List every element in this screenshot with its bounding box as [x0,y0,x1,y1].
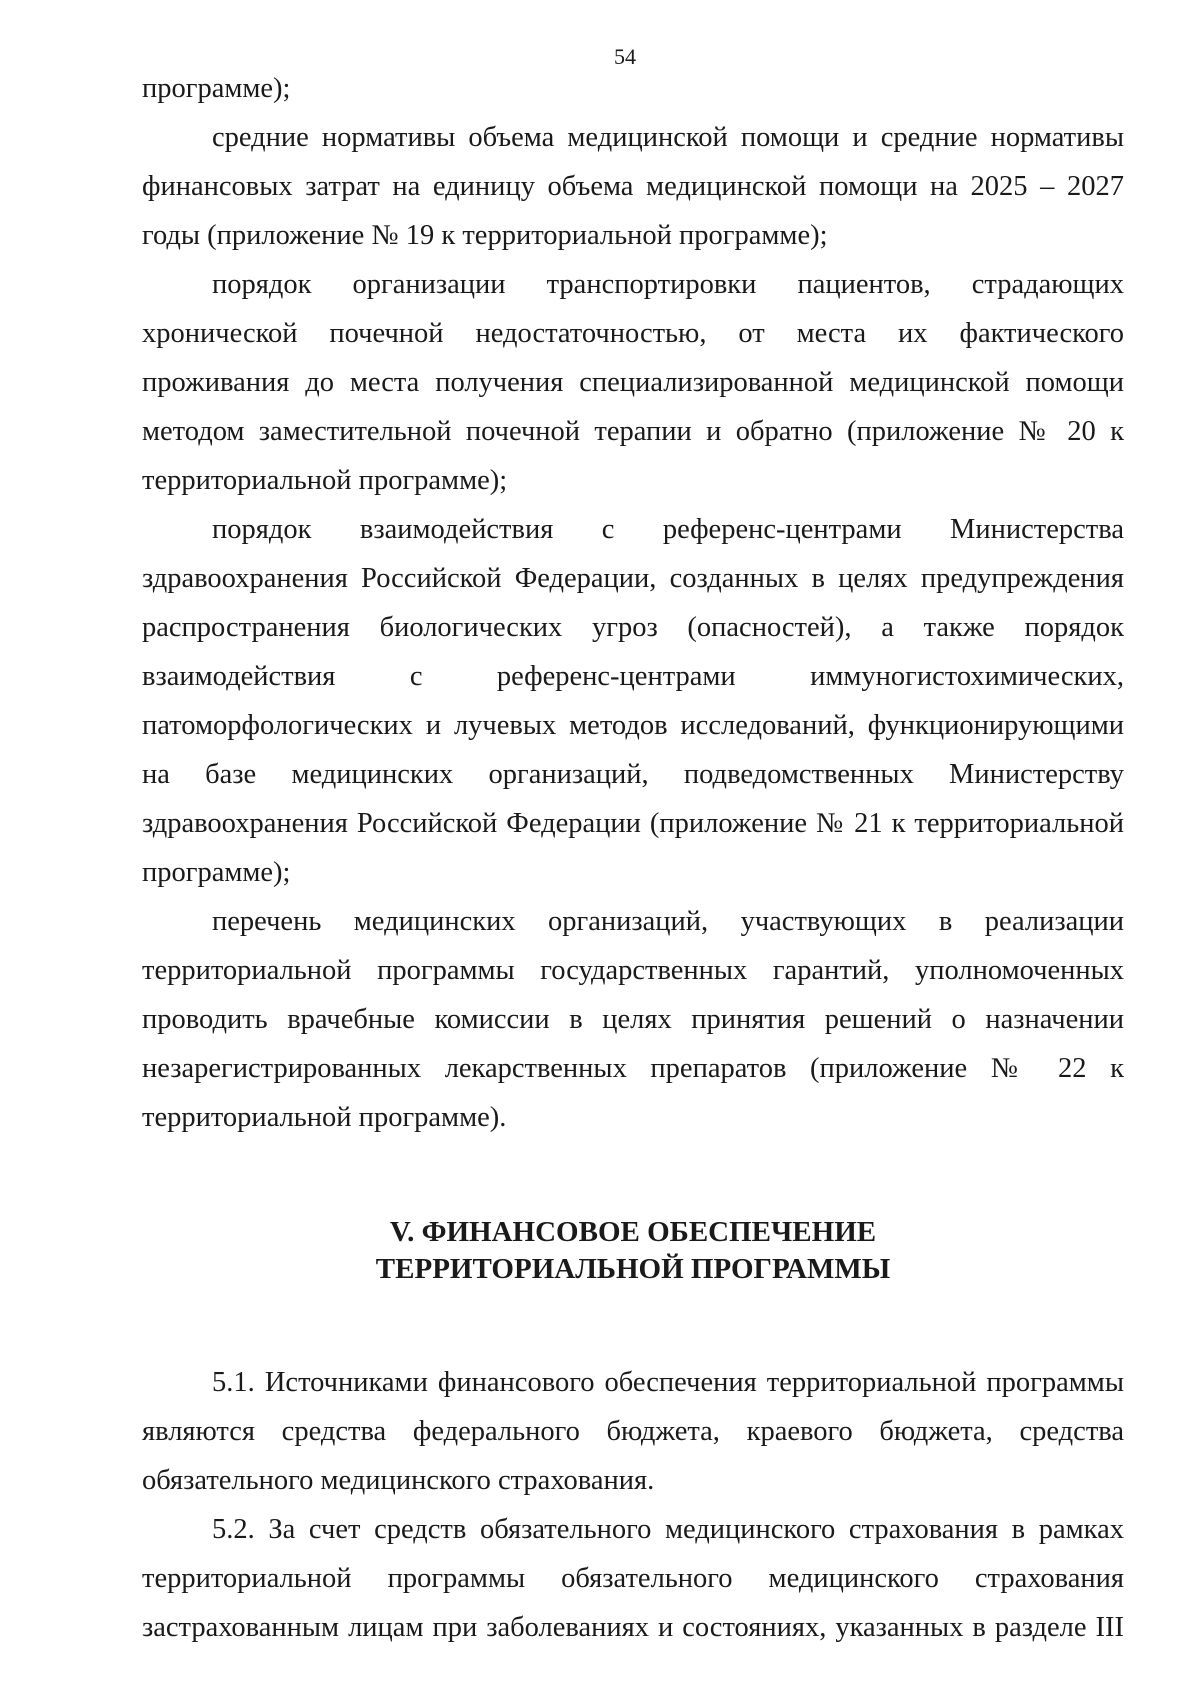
paragraph-5-2: 5.2. За счет средств обязательного медицинского страхования в рамках территориальной программы обязательного медицинского страхования застрахованным лицам при заболеваниях и состояниях, указанных в разделе III [142,1514,1124,1643]
paragraph-transport: порядок организации транспортировки пациентов, страдающих хронической почечной недостаточностью, от места их фактического проживания до места получения специализированной медицинской помощи методом заместительной почечной терапии и обратно (приложение № 20 к территориальной программе); [142,269,1124,496]
paragraph-reference-centers: порядок взаимодействия с референс-центрами Министерства здравоохранения Российской Федерации, созданных в целях предупреждения распространения биологических угроз (опасностей), а также порядок взаимодействия с референс-центрами иммуногистохимических, патоморфологических и лучевых методов исследований, функционирующими на базе медицинских организаций, подведомственных Министерству здравоохранения Российской Федерации (приложение № 21 к территориальной программе); [142,514,1124,888]
paragraph-continuation: программе); [142,73,291,104]
paragraph-5-1: 5.1. Источниками финансового обеспечения территориальной программы являются средства федерального бюджета, краевого бюджета, средства обязательного медицинского страхования. [142,1367,1124,1496]
document-body [142,64,1124,1652]
section-heading-line-2: ТЕРРИТОРИАЛЬНОЙ ПРОГРАММЫ [375,1253,891,1285]
section-heading-line-1: V. ФИНАНСОВОЕ ОБЕСПЕЧЕНИЕ [389,1216,877,1248]
section-heading [142,1214,1124,1288]
paragraph-med-orgs: перечень медицинских организаций, участвующих в реализации территориальной программы государственных гарантий, уполномоченных проводить врачебные комиссии в целях принятия решений о назначении незарегистрированных лекарственных препаратов (приложение № 22 к территориальной программе). [142,906,1124,1133]
page-number: 54 [614,44,636,69]
paragraph-norms: средние нормативы объема медицинской помощи и средние нормативы финансовых затрат на единицу объема медицинской помощи на 2025 – 2027 годы (приложение № 19 к территориальной программе); [142,122,1124,251]
